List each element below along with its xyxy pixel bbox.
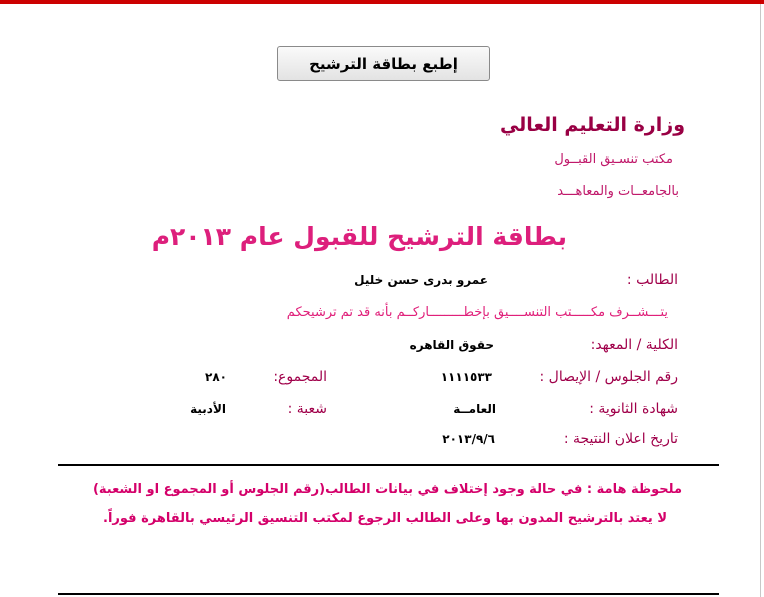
total-score-value: ٢٨٠	[205, 370, 227, 384]
page-edge-line	[760, 4, 761, 597]
result-date-label: تاريخ اعلان النتيجة :	[563, 431, 678, 447]
total-score-label: المجموع:	[273, 369, 327, 385]
nomination-message: يتـــشــرف مكـــــتب التنســــيق بإخطـــــــــاركــم بأنه قد تم ترشيحكم	[286, 305, 668, 320]
certificate-value: العامــة	[453, 402, 496, 416]
result-date-value: ٢٠١٣/٩/٦	[442, 432, 495, 446]
division-label: شعبة :	[287, 401, 327, 417]
divider-top	[58, 464, 719, 466]
important-note-line1: ملحوظة هامة : في حالة وجود إختلاف في بيانات الطالب(رقم الجلوس أو المجموع او الشعبة)	[92, 482, 682, 497]
division-value: الأدبية	[190, 402, 226, 416]
top-accent-bar	[0, 0, 764, 4]
important-note-line2: لا يعتد بالترشيح المدون بها وعلى الطالب الرجوع لمكتب التنسيق الرئيسي بالقاهرة فوراً.	[103, 511, 667, 526]
seat-number-value: ١١١١٥٣٣	[440, 370, 492, 384]
divider-bottom	[58, 593, 719, 595]
faculty-value: حقوق القاهره	[409, 338, 494, 352]
office-name-line1: مكتب تنسـيق القبــول	[554, 152, 673, 167]
seat-number-label: رقم الجلوس / الإيصال :	[539, 369, 678, 385]
student-name: عمرو بدرى حسن خليل	[354, 273, 488, 287]
student-label: الطالب :	[626, 272, 678, 288]
faculty-label: الكلية / المعهد:	[590, 337, 678, 353]
ministry-name: وزارة التعليم العالي	[499, 114, 685, 136]
print-card-button[interactable]: إطبع بطاقة الترشيح	[277, 46, 490, 81]
certificate-label: شهادة الثانوية :	[589, 401, 678, 417]
office-name-line2: بالجامعــات والمعاهـــد	[557, 184, 679, 199]
card-title: بطاقة الترشيح للقبول عام ٢٠١٣م	[151, 222, 567, 251]
